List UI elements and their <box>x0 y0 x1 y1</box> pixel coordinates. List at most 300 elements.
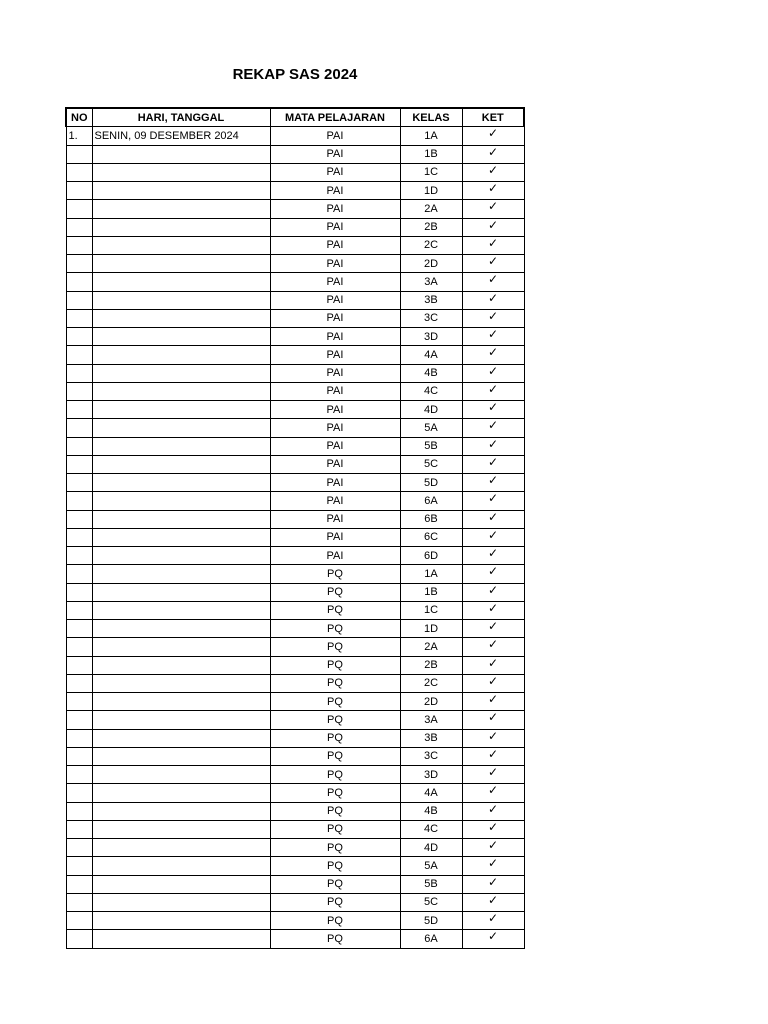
row-ket-cell <box>462 693 524 711</box>
row-class-cell: 2A <box>400 200 462 218</box>
row-subject-cell: PQ <box>270 802 400 820</box>
row-day-cell <box>92 528 270 546</box>
check-icon: ✓ <box>487 875 499 889</box>
table-row <box>66 729 524 747</box>
row-no-cell <box>66 492 92 510</box>
row-ket-cell <box>462 200 524 218</box>
row-subject-cell: PAI <box>270 328 400 346</box>
row-day-cell <box>92 328 270 346</box>
row-no-cell <box>66 601 92 619</box>
row-day-cell <box>92 291 270 309</box>
row-day-cell <box>92 401 270 419</box>
row-day-cell <box>92 674 270 692</box>
check-icon: ✓ <box>487 656 499 670</box>
check-icon: ✓ <box>487 747 499 761</box>
check-icon: ✓ <box>487 473 499 488</box>
table-row <box>66 364 524 382</box>
row-no-cell <box>66 328 92 346</box>
row-ket-cell <box>462 784 524 802</box>
row-ket-cell <box>462 620 524 638</box>
row-subject-cell: PAI <box>270 200 400 218</box>
row-no-cell <box>66 528 92 546</box>
row-day-cell <box>92 747 270 765</box>
row-class-cell: 3A <box>400 711 462 729</box>
row-day-cell <box>92 930 270 948</box>
check-icon: ✓ <box>487 345 499 360</box>
table-row <box>66 766 524 784</box>
row-subject-cell: PAI <box>270 218 400 236</box>
row-no-cell <box>66 163 92 181</box>
row-day-cell <box>92 455 270 473</box>
table-row <box>66 474 524 492</box>
check-icon: ✓ <box>487 272 499 287</box>
table-row <box>66 401 524 419</box>
check-icon: ✓ <box>487 382 499 396</box>
check-icon: ✓ <box>487 291 499 305</box>
table-row <box>66 309 524 327</box>
row-subject-cell: PQ <box>270 711 400 729</box>
row-class-cell: 4B <box>400 802 462 820</box>
row-ket-cell <box>462 638 524 656</box>
row-class-cell: 3C <box>400 309 462 327</box>
row-subject-cell: PAI <box>270 163 400 181</box>
check-icon: ✓ <box>487 710 499 725</box>
check-icon: ✓ <box>487 181 499 196</box>
row-day-cell <box>92 200 270 218</box>
table-row <box>66 674 524 692</box>
row-ket-cell <box>462 766 524 784</box>
document-title: REKAP SAS 2024 <box>232 66 358 83</box>
row-class-cell: 2A <box>400 638 462 656</box>
check-icon: ✓ <box>487 455 499 469</box>
row-no-cell <box>66 364 92 382</box>
row-no-cell <box>66 784 92 802</box>
header-ket: KET <box>462 108 524 127</box>
row-class-cell: 6A <box>400 930 462 948</box>
row-ket-cell <box>462 255 524 273</box>
table-row <box>66 912 524 930</box>
table-row <box>66 200 524 218</box>
row-no-cell <box>66 820 92 838</box>
row-day-cell <box>92 255 270 273</box>
row-class-cell: 6A <box>400 492 462 510</box>
row-class-cell: 4D <box>400 839 462 857</box>
row-ket-cell <box>462 145 524 163</box>
row-subject-cell: PAI <box>270 236 400 254</box>
row-class-cell: 5B <box>400 875 462 893</box>
check-icon: ✓ <box>487 692 499 707</box>
table-row <box>66 291 524 309</box>
row-no-cell <box>66 236 92 254</box>
row-day-cell <box>92 583 270 601</box>
row-no-cell <box>66 145 92 163</box>
row-class-cell: 4C <box>400 820 462 838</box>
row-no-cell <box>66 729 92 747</box>
row-subject-cell: PQ <box>270 693 400 711</box>
row-day-cell <box>92 437 270 455</box>
row-ket-cell <box>462 729 524 747</box>
table-body <box>66 127 524 948</box>
table-row <box>66 346 524 364</box>
row-no-cell <box>66 182 92 200</box>
row-ket-cell <box>462 912 524 930</box>
row-no-cell <box>66 401 92 419</box>
check-icon: ✓ <box>487 637 499 652</box>
row-subject-cell: PQ <box>270 729 400 747</box>
row-day-cell <box>92 693 270 711</box>
row-day-cell <box>92 163 270 181</box>
table-row <box>66 820 524 838</box>
check-icon: ✓ <box>487 929 499 944</box>
row-subject-cell: PAI <box>270 127 400 145</box>
table-row <box>66 711 524 729</box>
table-row <box>66 492 524 510</box>
check-icon: ✓ <box>487 309 499 323</box>
row-subject-cell: PQ <box>270 857 400 875</box>
check-icon: ✓ <box>487 838 499 853</box>
row-no-cell <box>66 638 92 656</box>
row-no-cell <box>66 693 92 711</box>
row-ket-cell <box>462 455 524 473</box>
header-class: KELAS <box>400 108 462 127</box>
table-row <box>66 127 524 145</box>
row-subject-cell: PQ <box>270 784 400 802</box>
row-day-cell <box>92 309 270 327</box>
row-ket-cell <box>462 528 524 546</box>
row-ket-cell <box>462 328 524 346</box>
row-ket-cell <box>462 291 524 309</box>
table-row <box>66 583 524 601</box>
check-icon: ✓ <box>487 400 499 415</box>
row-subject-cell: PAI <box>270 492 400 510</box>
row-day-cell <box>92 875 270 893</box>
row-day-cell <box>92 711 270 729</box>
row-class-cell: 2C <box>400 236 462 254</box>
row-class-cell: 6C <box>400 528 462 546</box>
row-day-cell <box>92 766 270 784</box>
row-subject-cell: PQ <box>270 912 400 930</box>
rekap-table <box>65 107 525 949</box>
row-ket-cell <box>462 127 524 145</box>
row-ket-cell <box>462 401 524 419</box>
row-class-cell: 6B <box>400 510 462 528</box>
row-no-cell <box>66 912 92 930</box>
row-no-cell <box>66 309 92 327</box>
row-subject-cell: PQ <box>270 747 400 765</box>
row-day-cell: SENIN, 09 DESEMBER 2024 <box>92 127 270 145</box>
table-row <box>66 620 524 638</box>
row-class-cell: 4C <box>400 382 462 400</box>
row-subject-cell: PAI <box>270 309 400 327</box>
row-subject-cell: PQ <box>270 766 400 784</box>
row-class-cell: 5C <box>400 455 462 473</box>
row-day-cell <box>92 565 270 583</box>
row-class-cell: 1B <box>400 583 462 601</box>
check-icon: ✓ <box>487 528 499 542</box>
header-row <box>66 108 524 127</box>
row-class-cell: 3D <box>400 328 462 346</box>
table-row <box>66 565 524 583</box>
row-day-cell <box>92 364 270 382</box>
row-subject-cell: PAI <box>270 419 400 437</box>
row-day-cell <box>92 656 270 674</box>
check-icon: ✓ <box>487 199 499 214</box>
row-subject-cell: PAI <box>270 547 400 565</box>
row-subject-cell: PQ <box>270 930 400 948</box>
table-row <box>66 273 524 291</box>
check-icon: ✓ <box>487 163 499 177</box>
table-row <box>66 638 524 656</box>
row-ket-cell <box>462 474 524 492</box>
check-icon: ✓ <box>487 564 499 579</box>
row-no-cell <box>66 875 92 893</box>
row-day-cell <box>92 820 270 838</box>
row-no-cell <box>66 839 92 857</box>
row-class-cell: 5D <box>400 912 462 930</box>
row-class-cell: 5C <box>400 893 462 911</box>
table-row <box>66 437 524 455</box>
row-class-cell: 5B <box>400 437 462 455</box>
check-icon: ✓ <box>487 418 499 433</box>
check-icon: ✓ <box>487 783 499 798</box>
row-class-cell: 5A <box>400 419 462 437</box>
row-ket-cell <box>462 711 524 729</box>
row-day-cell <box>92 893 270 911</box>
row-subject-cell: PQ <box>270 893 400 911</box>
table-row <box>66 328 524 346</box>
table-row <box>66 893 524 911</box>
row-subject-cell: PAI <box>270 346 400 364</box>
row-day-cell <box>92 857 270 875</box>
row-subject-cell: PAI <box>270 145 400 163</box>
header-day: HARI, TANGGAL <box>92 108 270 127</box>
row-ket-cell <box>462 802 524 820</box>
row-no-cell: 1. <box>66 127 92 145</box>
row-subject-cell: PQ <box>270 601 400 619</box>
row-day-cell <box>92 218 270 236</box>
row-subject-cell: PQ <box>270 565 400 583</box>
row-day-cell <box>92 474 270 492</box>
row-subject-cell: PAI <box>270 474 400 492</box>
row-ket-cell <box>462 893 524 911</box>
row-subject-cell: PQ <box>270 674 400 692</box>
row-ket-cell <box>462 601 524 619</box>
table-row <box>66 802 524 820</box>
row-class-cell: 4A <box>400 346 462 364</box>
row-ket-cell <box>462 565 524 583</box>
row-no-cell <box>66 200 92 218</box>
row-class-cell: 2C <box>400 674 462 692</box>
row-no-cell <box>66 674 92 692</box>
check-icon: ✓ <box>487 510 499 524</box>
row-ket-cell <box>462 583 524 601</box>
row-day-cell <box>92 802 270 820</box>
row-ket-cell <box>462 182 524 200</box>
row-class-cell: 3A <box>400 273 462 291</box>
row-no-cell <box>66 857 92 875</box>
row-class-cell: 3B <box>400 291 462 309</box>
table-row <box>66 182 524 200</box>
row-day-cell <box>92 145 270 163</box>
check-icon: ✓ <box>487 619 499 634</box>
row-ket-cell <box>462 273 524 291</box>
check-icon: ✓ <box>487 145 499 159</box>
row-ket-cell <box>462 930 524 948</box>
row-subject-cell: PAI <box>270 382 400 400</box>
check-icon: ✓ <box>487 126 499 141</box>
table-row <box>66 930 524 948</box>
table-row <box>66 455 524 473</box>
table-row <box>66 419 524 437</box>
row-no-cell <box>66 255 92 273</box>
row-ket-cell <box>462 747 524 765</box>
row-class-cell: 2B <box>400 218 462 236</box>
row-class-cell: 2D <box>400 693 462 711</box>
row-ket-cell <box>462 656 524 674</box>
row-day-cell <box>92 729 270 747</box>
row-subject-cell: PAI <box>270 437 400 455</box>
row-no-cell <box>66 802 92 820</box>
check-icon: ✓ <box>487 911 499 926</box>
table-row <box>66 601 524 619</box>
row-ket-cell <box>462 309 524 327</box>
row-subject-cell: PQ <box>270 839 400 857</box>
row-no-cell <box>66 711 92 729</box>
row-ket-cell <box>462 419 524 437</box>
row-no-cell <box>66 565 92 583</box>
row-no-cell <box>66 273 92 291</box>
row-no-cell <box>66 766 92 784</box>
row-ket-cell <box>462 674 524 692</box>
check-icon: ✓ <box>487 364 499 378</box>
row-subject-cell: PQ <box>270 656 400 674</box>
row-ket-cell <box>462 437 524 455</box>
row-no-cell <box>66 437 92 455</box>
check-icon: ✓ <box>487 729 499 743</box>
check-icon: ✓ <box>487 765 499 780</box>
row-class-cell: 2B <box>400 656 462 674</box>
table-row <box>66 218 524 236</box>
row-day-cell <box>92 346 270 364</box>
row-class-cell: 3C <box>400 747 462 765</box>
row-subject-cell: PAI <box>270 273 400 291</box>
row-subject-cell: PAI <box>270 255 400 273</box>
check-icon: ✓ <box>487 820 499 834</box>
table-row <box>66 747 524 765</box>
check-icon: ✓ <box>487 437 499 451</box>
table-row <box>66 857 524 875</box>
row-ket-cell <box>462 820 524 838</box>
row-no-cell <box>66 218 92 236</box>
row-day-cell <box>92 784 270 802</box>
row-day-cell <box>92 601 270 619</box>
table-row <box>66 784 524 802</box>
check-icon: ✓ <box>487 856 499 871</box>
check-icon: ✓ <box>487 491 499 506</box>
row-no-cell <box>66 893 92 911</box>
row-ket-cell <box>462 236 524 254</box>
row-ket-cell <box>462 163 524 181</box>
row-class-cell: 1D <box>400 620 462 638</box>
row-day-cell <box>92 547 270 565</box>
row-class-cell: 1A <box>400 127 462 145</box>
row-ket-cell <box>462 492 524 510</box>
row-no-cell <box>66 382 92 400</box>
row-no-cell <box>66 291 92 309</box>
header-subject: MATA PELAJARAN <box>270 108 400 127</box>
table-row <box>66 547 524 565</box>
row-ket-cell <box>462 547 524 565</box>
row-subject-cell: PAI <box>270 528 400 546</box>
row-no-cell <box>66 510 92 528</box>
row-class-cell: 1C <box>400 601 462 619</box>
row-day-cell <box>92 273 270 291</box>
row-class-cell: 3B <box>400 729 462 747</box>
row-subject-cell: PAI <box>270 455 400 473</box>
check-icon: ✓ <box>487 218 499 232</box>
row-ket-cell <box>462 218 524 236</box>
check-icon: ✓ <box>487 601 499 615</box>
row-day-cell <box>92 912 270 930</box>
check-icon: ✓ <box>487 802 499 816</box>
row-class-cell: 4D <box>400 401 462 419</box>
row-class-cell: 1B <box>400 145 462 163</box>
row-ket-cell <box>462 875 524 893</box>
row-class-cell: 6D <box>400 547 462 565</box>
row-ket-cell <box>462 857 524 875</box>
row-no-cell <box>66 455 92 473</box>
row-subject-cell: PQ <box>270 875 400 893</box>
row-ket-cell <box>462 346 524 364</box>
row-no-cell <box>66 583 92 601</box>
row-class-cell: 1A <box>400 565 462 583</box>
row-day-cell <box>92 638 270 656</box>
row-day-cell <box>92 839 270 857</box>
row-subject-cell: PAI <box>270 291 400 309</box>
row-ket-cell <box>462 364 524 382</box>
row-class-cell: 1C <box>400 163 462 181</box>
row-day-cell <box>92 492 270 510</box>
row-no-cell <box>66 474 92 492</box>
row-ket-cell <box>462 510 524 528</box>
row-day-cell <box>92 382 270 400</box>
row-subject-cell: PQ <box>270 583 400 601</box>
row-class-cell: 2D <box>400 255 462 273</box>
table-row <box>66 875 524 893</box>
row-no-cell <box>66 656 92 674</box>
table-row <box>66 236 524 254</box>
row-no-cell <box>66 419 92 437</box>
table-row <box>66 145 524 163</box>
row-day-cell <box>92 236 270 254</box>
row-day-cell <box>92 510 270 528</box>
table-row <box>66 382 524 400</box>
table-row <box>66 255 524 273</box>
check-icon: ✓ <box>487 327 499 342</box>
table-row <box>66 163 524 181</box>
table-row <box>66 839 524 857</box>
check-icon: ✓ <box>487 893 499 907</box>
row-class-cell: 3D <box>400 766 462 784</box>
table-row <box>66 528 524 546</box>
row-no-cell <box>66 547 92 565</box>
row-class-cell: 4B <box>400 364 462 382</box>
row-subject-cell: PAI <box>270 401 400 419</box>
row-day-cell <box>92 620 270 638</box>
row-class-cell: 1D <box>400 182 462 200</box>
row-day-cell <box>92 419 270 437</box>
row-no-cell <box>66 620 92 638</box>
